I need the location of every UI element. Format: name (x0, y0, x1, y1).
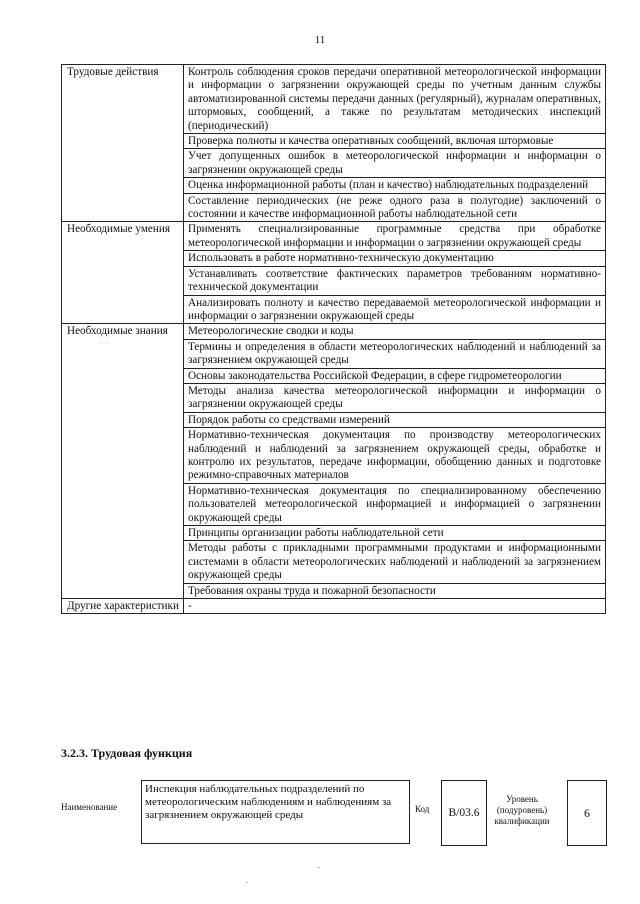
code-value: В/03.6 (441, 780, 487, 846)
row-item: Метеорологические сводки и коды (184, 324, 606, 339)
code-label: Код (415, 804, 430, 814)
row-label: Необходимые умения (62, 222, 184, 324)
row-item: Нормативно-техническая документация по производству метеорологических наблюдений и наблюдений за загрязнением окружающей среды, обработке и контролю их результатов, передаче информации, обобщению данных и подготовке режимно-справочных материалов (184, 428, 606, 484)
section-title: 3.2.3. Трудовая функция (61, 746, 193, 760)
row-item: Основы законодательства Российской Федерации, в сфере гидрометеорологии (184, 368, 606, 383)
row-item: Методы анализа качества метеорологической информации и информации о загрязнении окружающей среды (184, 383, 606, 412)
level-value: 6 (567, 780, 607, 846)
row-item: Порядок работы со средствами измерений (184, 412, 606, 427)
scan-mark: . (246, 876, 248, 885)
table-row (62, 599, 606, 614)
function-header (61, 780, 607, 846)
row-item: Составление периодических (не реже одного раза в полугодие) заключений о состоянии и качестве информационной работы наблюдательной сети (184, 193, 606, 222)
row-item: - (184, 599, 606, 614)
labor-function-table (61, 64, 606, 614)
row-item: Контроль соблюдения сроков передачи оперативной метеорологической информации и информации о загрязнении окружающей среды по учетным данным службы автоматизированной системы передачи данных (регулярный), журналам оперативных, штормовых, сообщений, а также по результатам методических инспекций (периодический) (184, 65, 606, 134)
row-item: Использовать в работе нормативно-техническую документацию (184, 251, 606, 266)
name-value: Инспекция наблюдательных подразделений по метеорологическим наблюдениям и наблюдениям за загрязнением окружающей среды (141, 780, 410, 844)
table-row (62, 65, 606, 134)
row-item: Оценка информационной работы (план и качество) наблюдательных подразделений (184, 178, 606, 193)
row-item: Применять специализированные программные средства при обработке метеорологической информации и информации о загрязнении окружающей среды (184, 222, 606, 251)
scan-mark: . (318, 861, 320, 870)
row-item: Требования охраны труда и пожарной безопасности (184, 583, 606, 598)
row-label: Трудовые действия (62, 65, 184, 222)
row-item: Термины и определения в области метеорологических наблюдений и наблюдений за загрязнением окружающей среды (184, 339, 606, 368)
table-row (62, 324, 606, 339)
row-item: Принципы организации работы наблюдательной сети (184, 526, 606, 541)
name-label: Наименование (61, 802, 118, 812)
row-item: Устанавливать соответствие фактических параметров требованиям нормативно-технической документации (184, 266, 606, 295)
row-item: Проверка полноты и качества оперативных сообщений, включая штормовые (184, 134, 606, 149)
page-number: 11 (314, 34, 326, 46)
row-label: Другие характеристики (62, 599, 184, 614)
row-item: Учет допущенных ошибок в метеорологической информации и информации о загрязнении окружающей среды (184, 149, 606, 178)
row-item: Методы работы с прикладными программными продуктами и информационными системами в области метеорологических наблюдений и наблюдений за загрязнением окружающей среды (184, 541, 606, 583)
row-item: Анализировать полноту и качество передаваемой метеорологической информации и информации о загрязнении окружающей среды (184, 295, 606, 324)
row-label: Необходимые знания (62, 324, 184, 599)
row-item: Нормативно-техническая документация по специализированному обеспечению пользователей метеорологической информацией и информацией о загрязнении окружающей среды (184, 483, 606, 525)
level-label: Уровень (подуровень) квалификации (494, 794, 550, 826)
table-row (62, 222, 606, 251)
